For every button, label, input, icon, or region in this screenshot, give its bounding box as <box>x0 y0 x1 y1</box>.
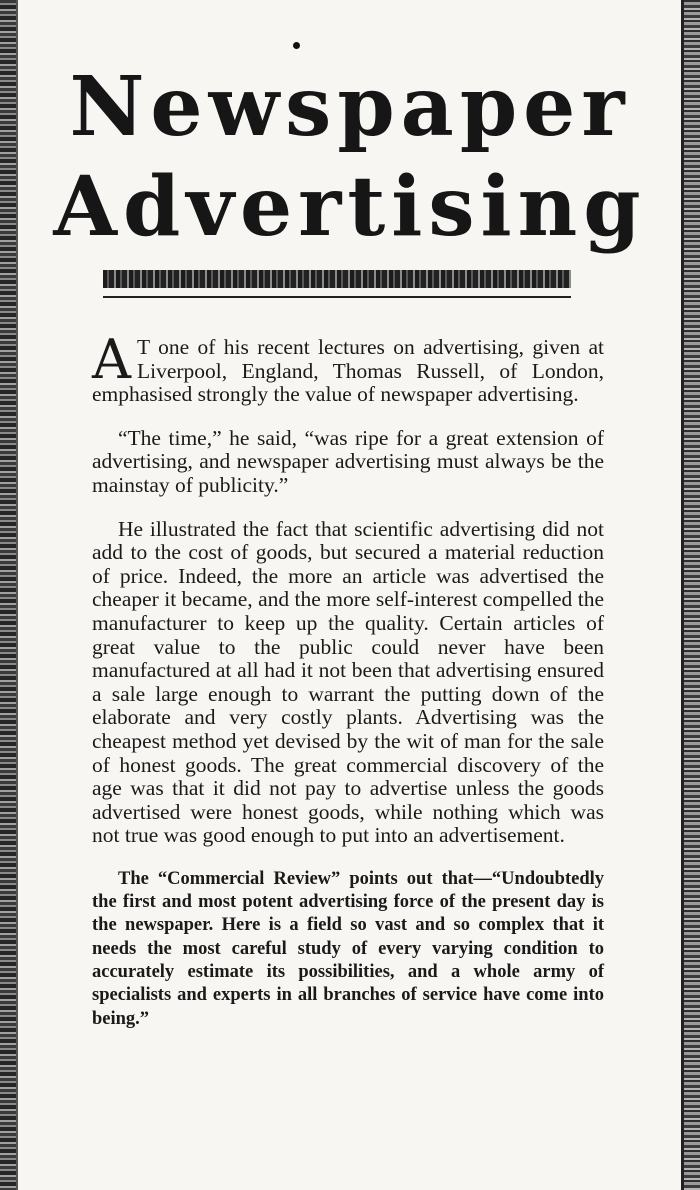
article-body <box>92 328 604 1051</box>
article-paragraph-3: He illustrated the fact that scientific advertising did not add to the cost of goods, but secured a material reduction of price. Indeed, the more an article was advertised the cheaper it became, and the more self-interest compelled the manufacturer to keep up the quality. Certain articles of great value to the public could never have been manufactured at all had it not been that advertising ensured a sale large enough to warrant the putting down of the elaborate and very costly plants. Advertising was the cheapest method yet devised by the wit of man for the sale of honest goods. The great commercial discovery of the age was that it did not pay to advertise unless the goods advertised were honest goods, while nothing which was not true was good enough to put into an advertisement. <box>92 516 604 848</box>
article-paragraph-2: “The time,” he said, “was ripe for a great extension of advertising, and newspaper advertising must always be the mainstay of publicity.” <box>92 425 604 497</box>
decorative-rule-thin <box>103 296 571 298</box>
headline-line-1: Newspaper <box>69 59 631 155</box>
paragraph-text: T one of his recent lectures on advertising, given at Liverpool, England, Thomas Russell, of London, emphasised strongly the value of newspaper advertising. <box>92 335 604 407</box>
article-paragraph-4: The “Commercial Review” points out that—“Undoubtedly the first and most potent advertising force of the present day is the newspaper. Here is a field so vast and so complex that it needs the most careful study of every varying condition to accurately estimate its possibilities, and a whole army of specialists and experts in all branches of service have come into being.” <box>92 868 604 1029</box>
headline-line-2: Advertising <box>53 159 647 255</box>
article-paragraph-1 <box>92 328 604 407</box>
decorative-dot <box>293 42 300 49</box>
decorative-rule-band <box>103 270 571 288</box>
drop-cap: A <box>92 328 131 391</box>
